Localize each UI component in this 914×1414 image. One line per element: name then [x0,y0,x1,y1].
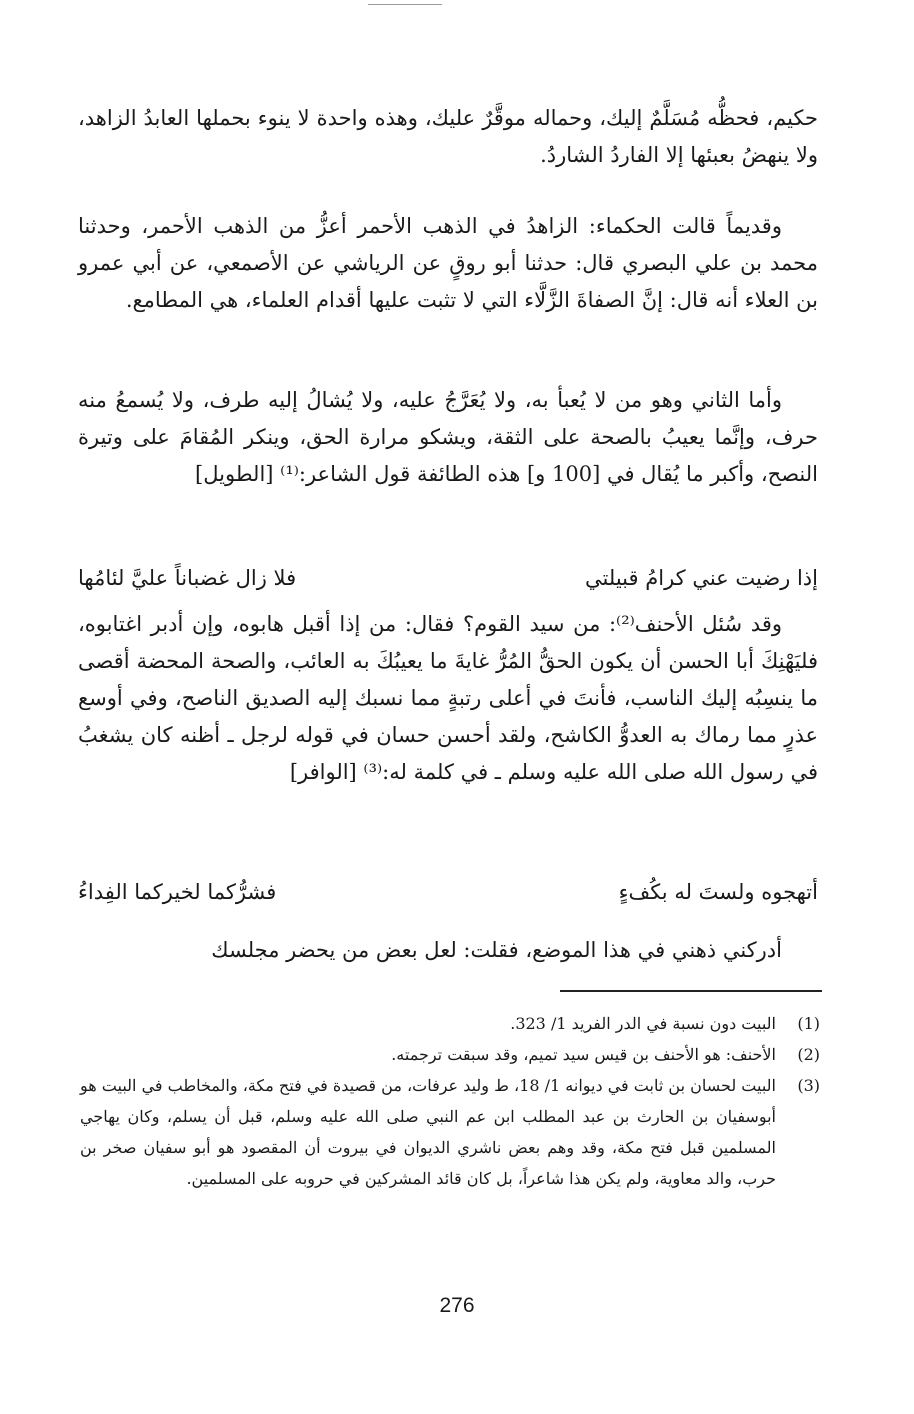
footnote-text: البيت لحسان بن ثابت في ديوانه 1/ 18، ط وليد عرفات، من قصيدة في فتح مكة، والمخاطب في البيت هو أبوسفيان بن الحارث بن عبد المطلب ابن عم النبي صلى الله عليه وسلم، قبل أن يسلم، وكان يهاجي المسلمين قبل فتح مكة، وقد وهم بعض ناشري الديوان في بيروت أن المقصود هو أبو سفيان صخر بن حرب، والد معاوية، ولم يكن هذا شاعراً، بل كان قائد المشركين في حروبه على المسلمين. [80,1076,776,1188]
verse-1 [78,560,818,596]
paragraph-4-text: وقد سُئل الأحنف⁽²⁾: من سيد القوم؟ فقال: من إذا أقبل هابوه، وإن أدبر اغتابوه، فليَهْنِكَ أبا الحسن أن يكون الحقُّ المُرُّ غايةَ ما يعيبُكَ به العائب، والصحة المحضة أقصى ما ينسِبُه إليك الناسب، فأنتَ في أعلى رتبةٍ مما نسبك إليه الصديق الناصح، وفي أوسع عذرٍ مما رماك به العدوُّ الكاشح، ولقد أحسن حسان في قوله لرجل ـ أظنه كان يشغبُ في رسول الله صلى الله عليه وسلم ـ في كلمة له:⁽³⁾ [الوافر] [78,612,818,784]
paragraph-5 [78,932,818,969]
paragraph-1 [78,100,818,174]
footnote-1 [80,1008,820,1039]
paragraph-1-text: حكيم، فحظُّه مُسَلَّمٌ إليك، وحماله موقَّرٌ عليك، وهذه واحدة لا ينوء بحملها العابدُ الزاهد، ولا ينهضُ بعبئها إلا الفاردُ الشاردُ. [78,106,818,167]
footnote-separator [560,990,822,992]
footnote-number: (1) [797,1014,820,1033]
verse-1-first-hemistich: إذا رضيت عني كرامُ قبيلتي [585,566,818,590]
footnote-text: الأحنف: هو الأحنف بن قيس سيد تميم، وقد سبقت ترجمته. [391,1045,776,1064]
footnote-2 [80,1039,820,1070]
paragraph-3 [78,382,818,493]
paragraph-4 [78,606,818,791]
footnote-number: (3) [797,1076,820,1095]
page-number: 276 [439,1294,475,1317]
verse-2 [78,874,818,910]
paragraph-3-text: وأما الثاني وهو من لا يُعبأ به، ولا يُعَرَّجُ عليه، ولا يُشالُ إليه طرف، ولا يُسمعُ منه حرف، وإنَّما يعيبُ بالصحة على الثقة، ويشكو مرارة الحق، وينكر المُقامَ على وتيرة النصح، وأكبر ما يُقال في [100 و] هذه الطائفة قول الشاعر:⁽¹⁾ [الطويل] [78,388,818,486]
footnote-number: (2) [797,1045,820,1064]
paragraph-2-text: وقديماً قالت الحكماء: الزاهدُ في الذهب الأحمر أعزُّ من الذهب الأحمر، وحدثنا محمد بن علي البصري قال: حدثنا أبو روقٍ عن الرياشي عن الأصمعي، عن أبي عمرو بن العلاء أنه قال: إنَّ الصفاةَ الزَّلَّاء التي لا تثبت عليها أقدام العلماء، هي المطامع. [78,214,818,312]
paragraph-5-text: أدركني ذهني في هذا الموضع، فقلت: لعل بعض من يحضر مجلسك [211,938,782,962]
footnotes [80,1008,820,1194]
verse-2-second-hemistich: فشرُّكما لخيركما الفِداءُ [78,880,277,904]
verse-1-second-hemistich: فلا زال غضباناً عليَّ لئامُها [78,566,297,590]
header-rule [368,4,442,5]
verse-2-first-hemistich: أتهجوه ولستَ له بكُفءٍ [618,880,818,904]
footnote-text: البيت دون نسبة في الدر الفريد 1/ 323. [510,1014,776,1033]
paragraph-2 [78,208,818,319]
footnote-3 [80,1070,820,1194]
